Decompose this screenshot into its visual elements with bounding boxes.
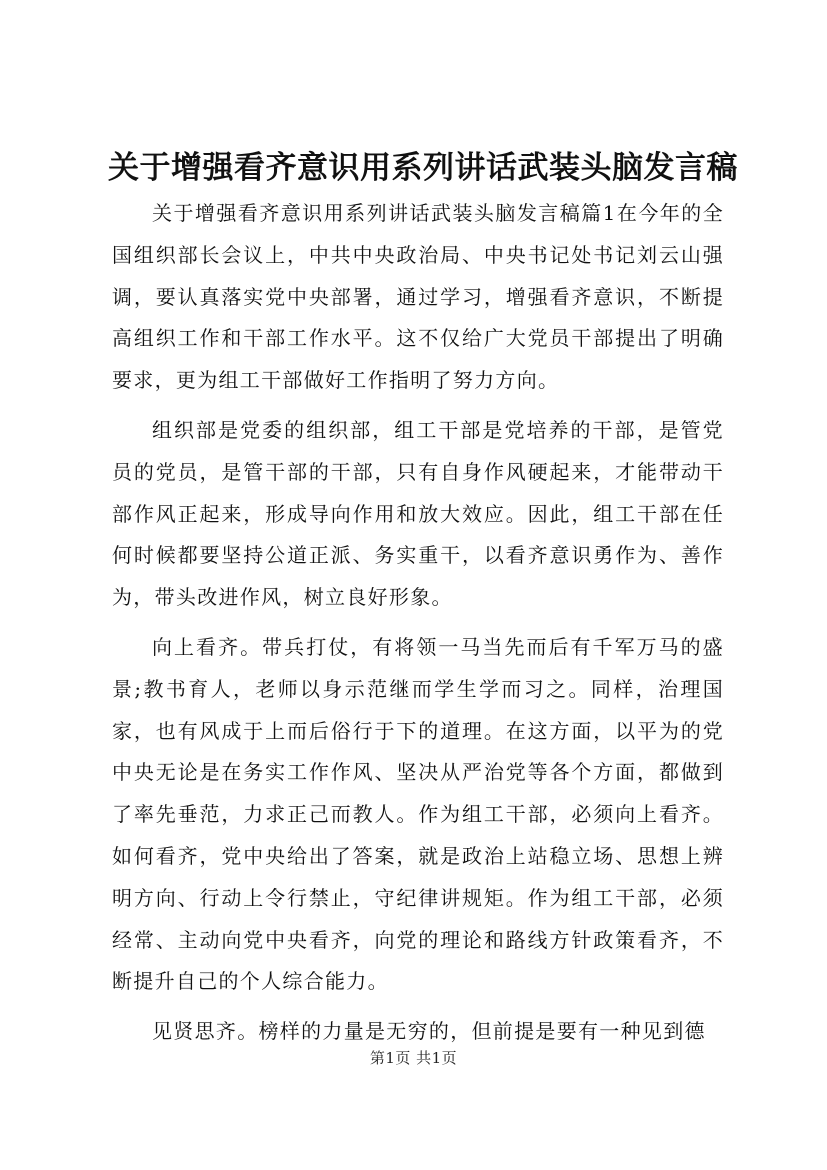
paragraph-3: 向上看齐。带兵打仗，有将领一马当先而后有千军万马的盛景;教书育人，老师以身示范继而学生学而习之。同样，治理国家，也有风成于上而后俗行于下的道理。在这方面，以平为的党中央无论是在务实工作作风、坚决从严治党等各个方面，都做到了率先垂范，力求正己而教人。作为组工干部，必须向上看齐。如何看齐，党中央给出了答案，就是政治上站稳立场、思想上辨明方向、行动上令行禁止，守纪律讲规矩。作为组工干部，必须经常、主动向党中央看齐，向党的理论和路线方针政策看齐，不断提升自己的个人综合能力。 xyxy=(112,634,724,994)
document-body xyxy=(112,193,724,1061)
page-footer: 第1页 共1页 xyxy=(369,1049,458,1067)
paragraph-2: 组织部是党委的组织部，组工干部是党培养的干部，是管党员的党员，是管干部的干部，只有自身作风硬起来，才能带动干部作风正起来，形成导向作用和放大效应。因此，组工干部在任何时候都要坚持公道正派、务实重干，以看齐意识勇作为、善作为，带头改进作风，树立良好形象。 xyxy=(112,417,724,610)
paragraph-1: 关于增强看齐意识用系列讲话武装头脑发言稿篇1在今年的全国组织部长会议上，中共中央政治局、中央书记处书记刘云山强调，要认真落实党中央部署，通过学习，增强看齐意识，不断提高组织工作和干部工作水平。这不仅给广大党员干部提出了明确要求，更为组工干部做好工作指明了努力方向。 xyxy=(112,201,724,393)
document-title: 关于增强看齐意识用系列讲话武装头脑发言稿 xyxy=(108,150,738,186)
paragraph-4: 见贤思齐。榜样的力量是无穷的，但前提是要有一种见到德 xyxy=(152,1019,706,1044)
